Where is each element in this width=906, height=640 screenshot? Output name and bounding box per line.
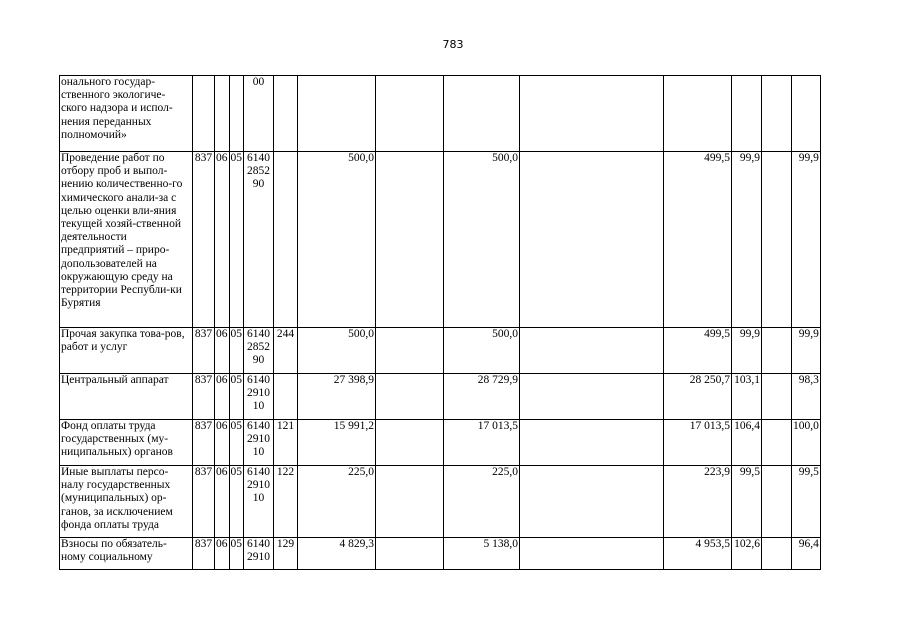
percent-1-cell: 99,9	[732, 328, 762, 374]
amount-3-cell: 4 953,5	[664, 538, 732, 570]
amount-3-cell: 223,9	[664, 466, 732, 538]
empty-cell	[762, 538, 792, 570]
percent-1-cell: 103,1	[732, 374, 762, 420]
subsection-code-cell	[229, 76, 244, 152]
table-row	[60, 466, 821, 538]
amount-2-cell: 28 729,9	[444, 374, 520, 420]
subsection-code-cell: 05	[229, 538, 244, 570]
percent-1-cell	[732, 76, 762, 152]
expense-type-cell	[274, 152, 298, 328]
percent-2-cell: 100,0	[792, 420, 821, 466]
ved-code-cell: 837	[193, 466, 215, 538]
percent-1-cell: 99,9	[732, 152, 762, 328]
amount-3-cell: 499,5	[664, 152, 732, 328]
table-row	[60, 374, 821, 420]
section-code-cell	[215, 76, 230, 152]
row-name-cell: Фонд оплаты труда государственных (му-ниципальных) органов	[60, 420, 193, 466]
section-code-cell: 06	[215, 466, 230, 538]
expense-type-cell	[274, 374, 298, 420]
section-code-cell: 06	[215, 420, 230, 466]
target-article-cell: 6140285290	[244, 328, 274, 374]
expense-type-cell: 122	[274, 466, 298, 538]
empty-cell	[520, 328, 664, 374]
subsection-code-cell: 05	[229, 420, 244, 466]
empty-cell	[762, 420, 792, 466]
ved-code-cell: 837	[193, 374, 215, 420]
row-name-cell: Центральный аппарат	[60, 374, 193, 420]
target-article-cell: 00	[244, 76, 274, 152]
empty-cell	[520, 374, 664, 420]
amount-1-cell: 15 991,2	[298, 420, 376, 466]
empty-cell	[520, 420, 664, 466]
expense-type-cell	[274, 76, 298, 152]
percent-1-cell: 106,4	[732, 420, 762, 466]
empty-cell	[520, 466, 664, 538]
amount-1-cell: 500,0	[298, 328, 376, 374]
amount-1-cell: 27 398,9	[298, 374, 376, 420]
percent-2-cell: 99,5	[792, 466, 821, 538]
section-code-cell: 06	[215, 374, 230, 420]
row-name-cell: Проведение работ по отбору проб и выпол-нению количественно-го химического анали-за с целью оценки вли-яния текущей хозяй-ственной деятельности предприятий – приро-допользователей на окружающую среду на территории Республи-ки Бурятия	[60, 152, 193, 328]
amount-3-cell: 17 013,5	[664, 420, 732, 466]
percent-2-cell: 99,9	[792, 328, 821, 374]
empty-cell	[520, 152, 664, 328]
target-article-cell: 61402910	[244, 538, 274, 570]
empty-cell	[376, 466, 444, 538]
target-article-cell: 6140291010	[244, 374, 274, 420]
percent-1-cell: 102,6	[732, 538, 762, 570]
row-name-cell: Взносы по обязатель-ному социальному	[60, 538, 193, 570]
empty-cell	[520, 538, 664, 570]
empty-cell	[376, 374, 444, 420]
amount-1-cell: 500,0	[298, 152, 376, 328]
subsection-code-cell: 05	[229, 466, 244, 538]
section-code-cell: 06	[215, 538, 230, 570]
percent-2-cell: 96,4	[792, 538, 821, 570]
section-code-cell: 06	[215, 152, 230, 328]
expense-type-cell: 121	[274, 420, 298, 466]
percent-2-cell	[792, 76, 821, 152]
amount-2-cell: 225,0	[444, 466, 520, 538]
amount-3-cell: 499,5	[664, 328, 732, 374]
target-article-cell: 6140285290	[244, 152, 274, 328]
row-name-cell: онального государ-ственного экологиче-ского надзора и испол-нения переданных полномочий»	[60, 76, 193, 152]
page-number: 783	[442, 38, 464, 51]
ved-code-cell: 837	[193, 328, 215, 374]
amount-1-cell	[298, 76, 376, 152]
amount-2-cell: 500,0	[444, 152, 520, 328]
empty-cell	[762, 466, 792, 538]
amount-2-cell	[444, 76, 520, 152]
ved-code-cell	[193, 76, 215, 152]
table-body	[60, 76, 821, 570]
empty-cell	[762, 152, 792, 328]
amount-2-cell: 17 013,5	[444, 420, 520, 466]
empty-cell	[376, 420, 444, 466]
budget-table	[59, 75, 821, 570]
amount-1-cell: 4 829,3	[298, 538, 376, 570]
amount-3-cell: 28 250,7	[664, 374, 732, 420]
expense-type-cell: 244	[274, 328, 298, 374]
empty-cell	[376, 538, 444, 570]
target-article-cell: 6140291010	[244, 466, 274, 538]
table-row	[60, 420, 821, 466]
expense-type-cell: 129	[274, 538, 298, 570]
row-name-cell: Иные выплаты персо-налу государственных (муниципальных) ор-ганов, за исключением фонда оплаты труда	[60, 466, 193, 538]
empty-cell	[376, 76, 444, 152]
subsection-code-cell: 05	[229, 328, 244, 374]
subsection-code-cell: 05	[229, 152, 244, 328]
table-row	[60, 538, 821, 570]
empty-cell	[762, 328, 792, 374]
percent-2-cell: 98,3	[792, 374, 821, 420]
amount-2-cell: 5 138,0	[444, 538, 520, 570]
table-row	[60, 76, 821, 152]
section-code-cell: 06	[215, 328, 230, 374]
percent-2-cell: 99,9	[792, 152, 821, 328]
target-article-cell: 6140291010	[244, 420, 274, 466]
amount-3-cell	[664, 76, 732, 152]
subsection-code-cell: 05	[229, 374, 244, 420]
row-name-cell: Прочая закупка това-ров, работ и услуг	[60, 328, 193, 374]
ved-code-cell: 837	[193, 420, 215, 466]
table-row	[60, 328, 821, 374]
empty-cell	[376, 328, 444, 374]
amount-1-cell: 225,0	[298, 466, 376, 538]
ved-code-cell: 837	[193, 152, 215, 328]
amount-2-cell: 500,0	[444, 328, 520, 374]
table-row	[60, 152, 821, 328]
empty-cell	[520, 76, 664, 152]
empty-cell	[762, 76, 792, 152]
empty-cell	[762, 374, 792, 420]
percent-1-cell: 99,5	[732, 466, 762, 538]
empty-cell	[376, 152, 444, 328]
ved-code-cell: 837	[193, 538, 215, 570]
